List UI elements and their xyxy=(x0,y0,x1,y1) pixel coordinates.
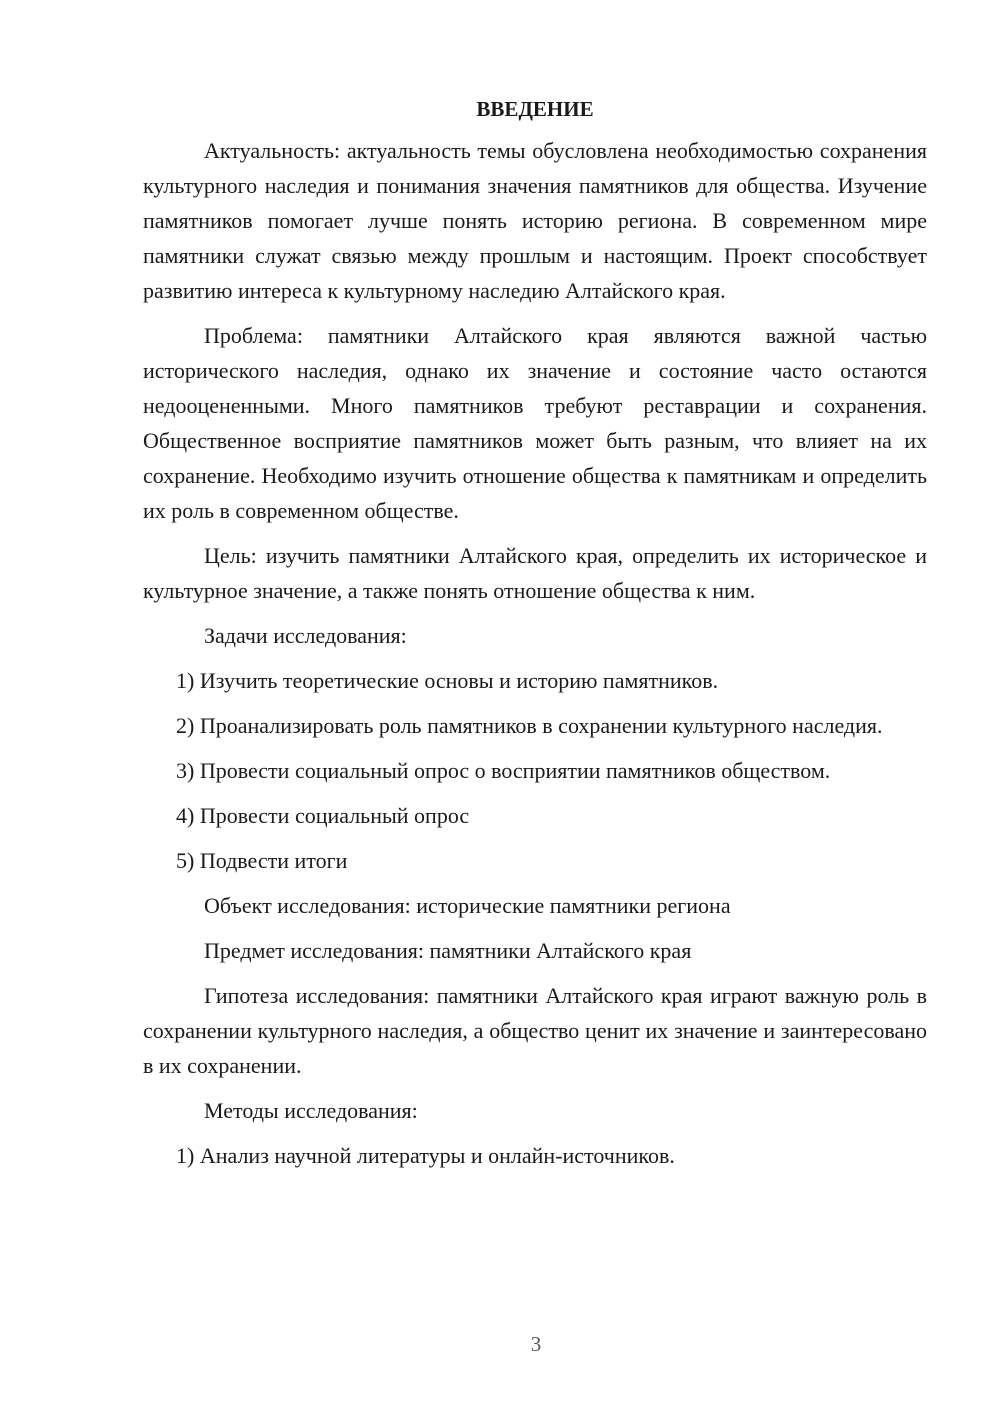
task-item-1: 1) Изучить теоретические основы и историю памятников. xyxy=(176,668,719,693)
research-object: Объект исследования: исторические памятники региона xyxy=(204,893,731,918)
goal-paragraph: Цель: изучить памятники Алтайского края, определить их историческое и культурное значение, а также понять отношение общества к ним. xyxy=(143,543,927,603)
task-item-2: 2) Проанализировать роль памятников в сохранении культурного наследия. xyxy=(176,713,883,738)
page-title: ВВЕДЕНИЕ xyxy=(476,97,594,121)
methods-heading: Методы исследования: xyxy=(204,1098,418,1123)
research-subject: Предмет исследования: памятники Алтайского края xyxy=(204,938,692,963)
relevance-paragraph: Актуальность: актуальность темы обусловлена необходимостью сохранения культурного наследия и понимания значения памятников для общества. Изучение памятников помогает лучше понять историю региона. В современном мире памятники служат связью между прошлым и настоящим. Проект способствует развитию интереса к культурному наследию Алтайского края. xyxy=(143,138,927,303)
problem-paragraph: Проблема: памятники Алтайского края являются важной частью исторического наследия, однако их значение и состояние часто остаются недооцененными. Много памятников требуют реставрации и сохранения. Общественное восприятие памятников может быть разным, что влияет на их сохранение. Необходимо изучить отношение общества к памятникам и определить их роль в современном обществе. xyxy=(143,323,927,523)
page-number: 3 xyxy=(530,1332,542,1356)
document-body xyxy=(143,92,927,1183)
tasks-heading: Задачи исследования: xyxy=(204,623,407,648)
task-item-5: 5) Подвести итоги xyxy=(176,848,348,873)
method-item-1: 1) Анализ научной литературы и онлайн-источников. xyxy=(176,1143,675,1168)
task-item-3: 3) Провести социальный опрос о восприятии памятников обществом. xyxy=(176,758,831,783)
task-item-4: 4) Провести социальный опрос xyxy=(176,803,470,828)
hypothesis-paragraph: Гипотеза исследования: памятники Алтайского края играют важную роль в сохранении культурного наследия, а общество ценит их значение и заинтересовано в их сохранении. xyxy=(143,983,927,1078)
